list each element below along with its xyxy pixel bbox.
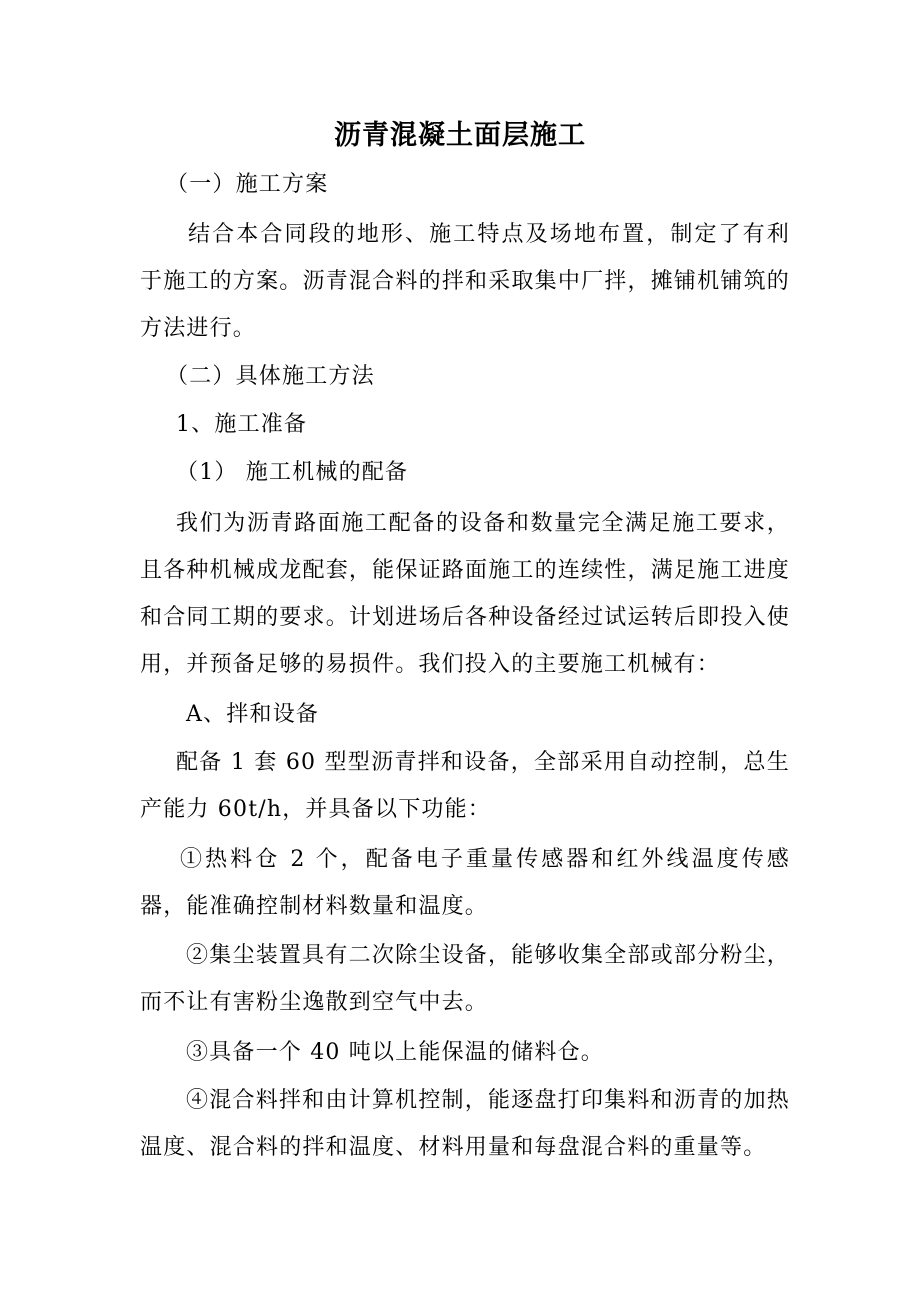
item1-paragraph: 我们为沥青路面施工配备的设备和数量完全满足施工要求，且各种机械成龙配套，能保证路面施工的连续性，满足施工进度和合同工期的要求。计划进场后各种设备经过试运转后即投入使用，并预备足够的易损件。我们投入的主要施工机械有： (140, 511, 790, 677)
function-item-1: ①热料仓 2 个，配备电子重量传感器和红外线温度传感器，能准确控制材料数量和温度。 (140, 847, 790, 919)
function-item-3: ③具备一个 40 吨以上能保温的储料仓。 (186, 1040, 604, 1065)
section1-paragraph: 结合本合同段的地形、施工特点及场地布置，制定了有利于施工的方案。沥青混合料的拌和采取集中厂拌，摊铺机铺筑的方法进行。 (140, 222, 790, 341)
item1-heading: （1） 施工机械的配备 (176, 460, 409, 485)
function-item-4: ④混合料拌和由计算机控制，能逐盘打印集料和沥青的加热温度、混合料的拌和温度、材料用量和每盘混合料的重量等。 (140, 1088, 790, 1160)
equipment-a-heading: A、拌和设备 (186, 702, 320, 727)
document-title: 沥青混凝土面层施工 (334, 120, 586, 151)
section1-heading: （一）施工方案 (166, 172, 329, 197)
section2-heading: （二）具体施工方法 (166, 364, 375, 389)
function-item-2: ②集尘装置具有二次除尘设备，能够收集全部或部分粉尘，而不让有害粉尘逸散到空气中去。 (140, 943, 790, 1015)
subsection1-heading: 1、施工准备 (176, 412, 308, 437)
equipment-a-paragraph: 配备 1 套 60 型型沥青拌和设备，全部采用自动控制，总生产能力 60t/h，并具备以下功能： (140, 750, 790, 822)
